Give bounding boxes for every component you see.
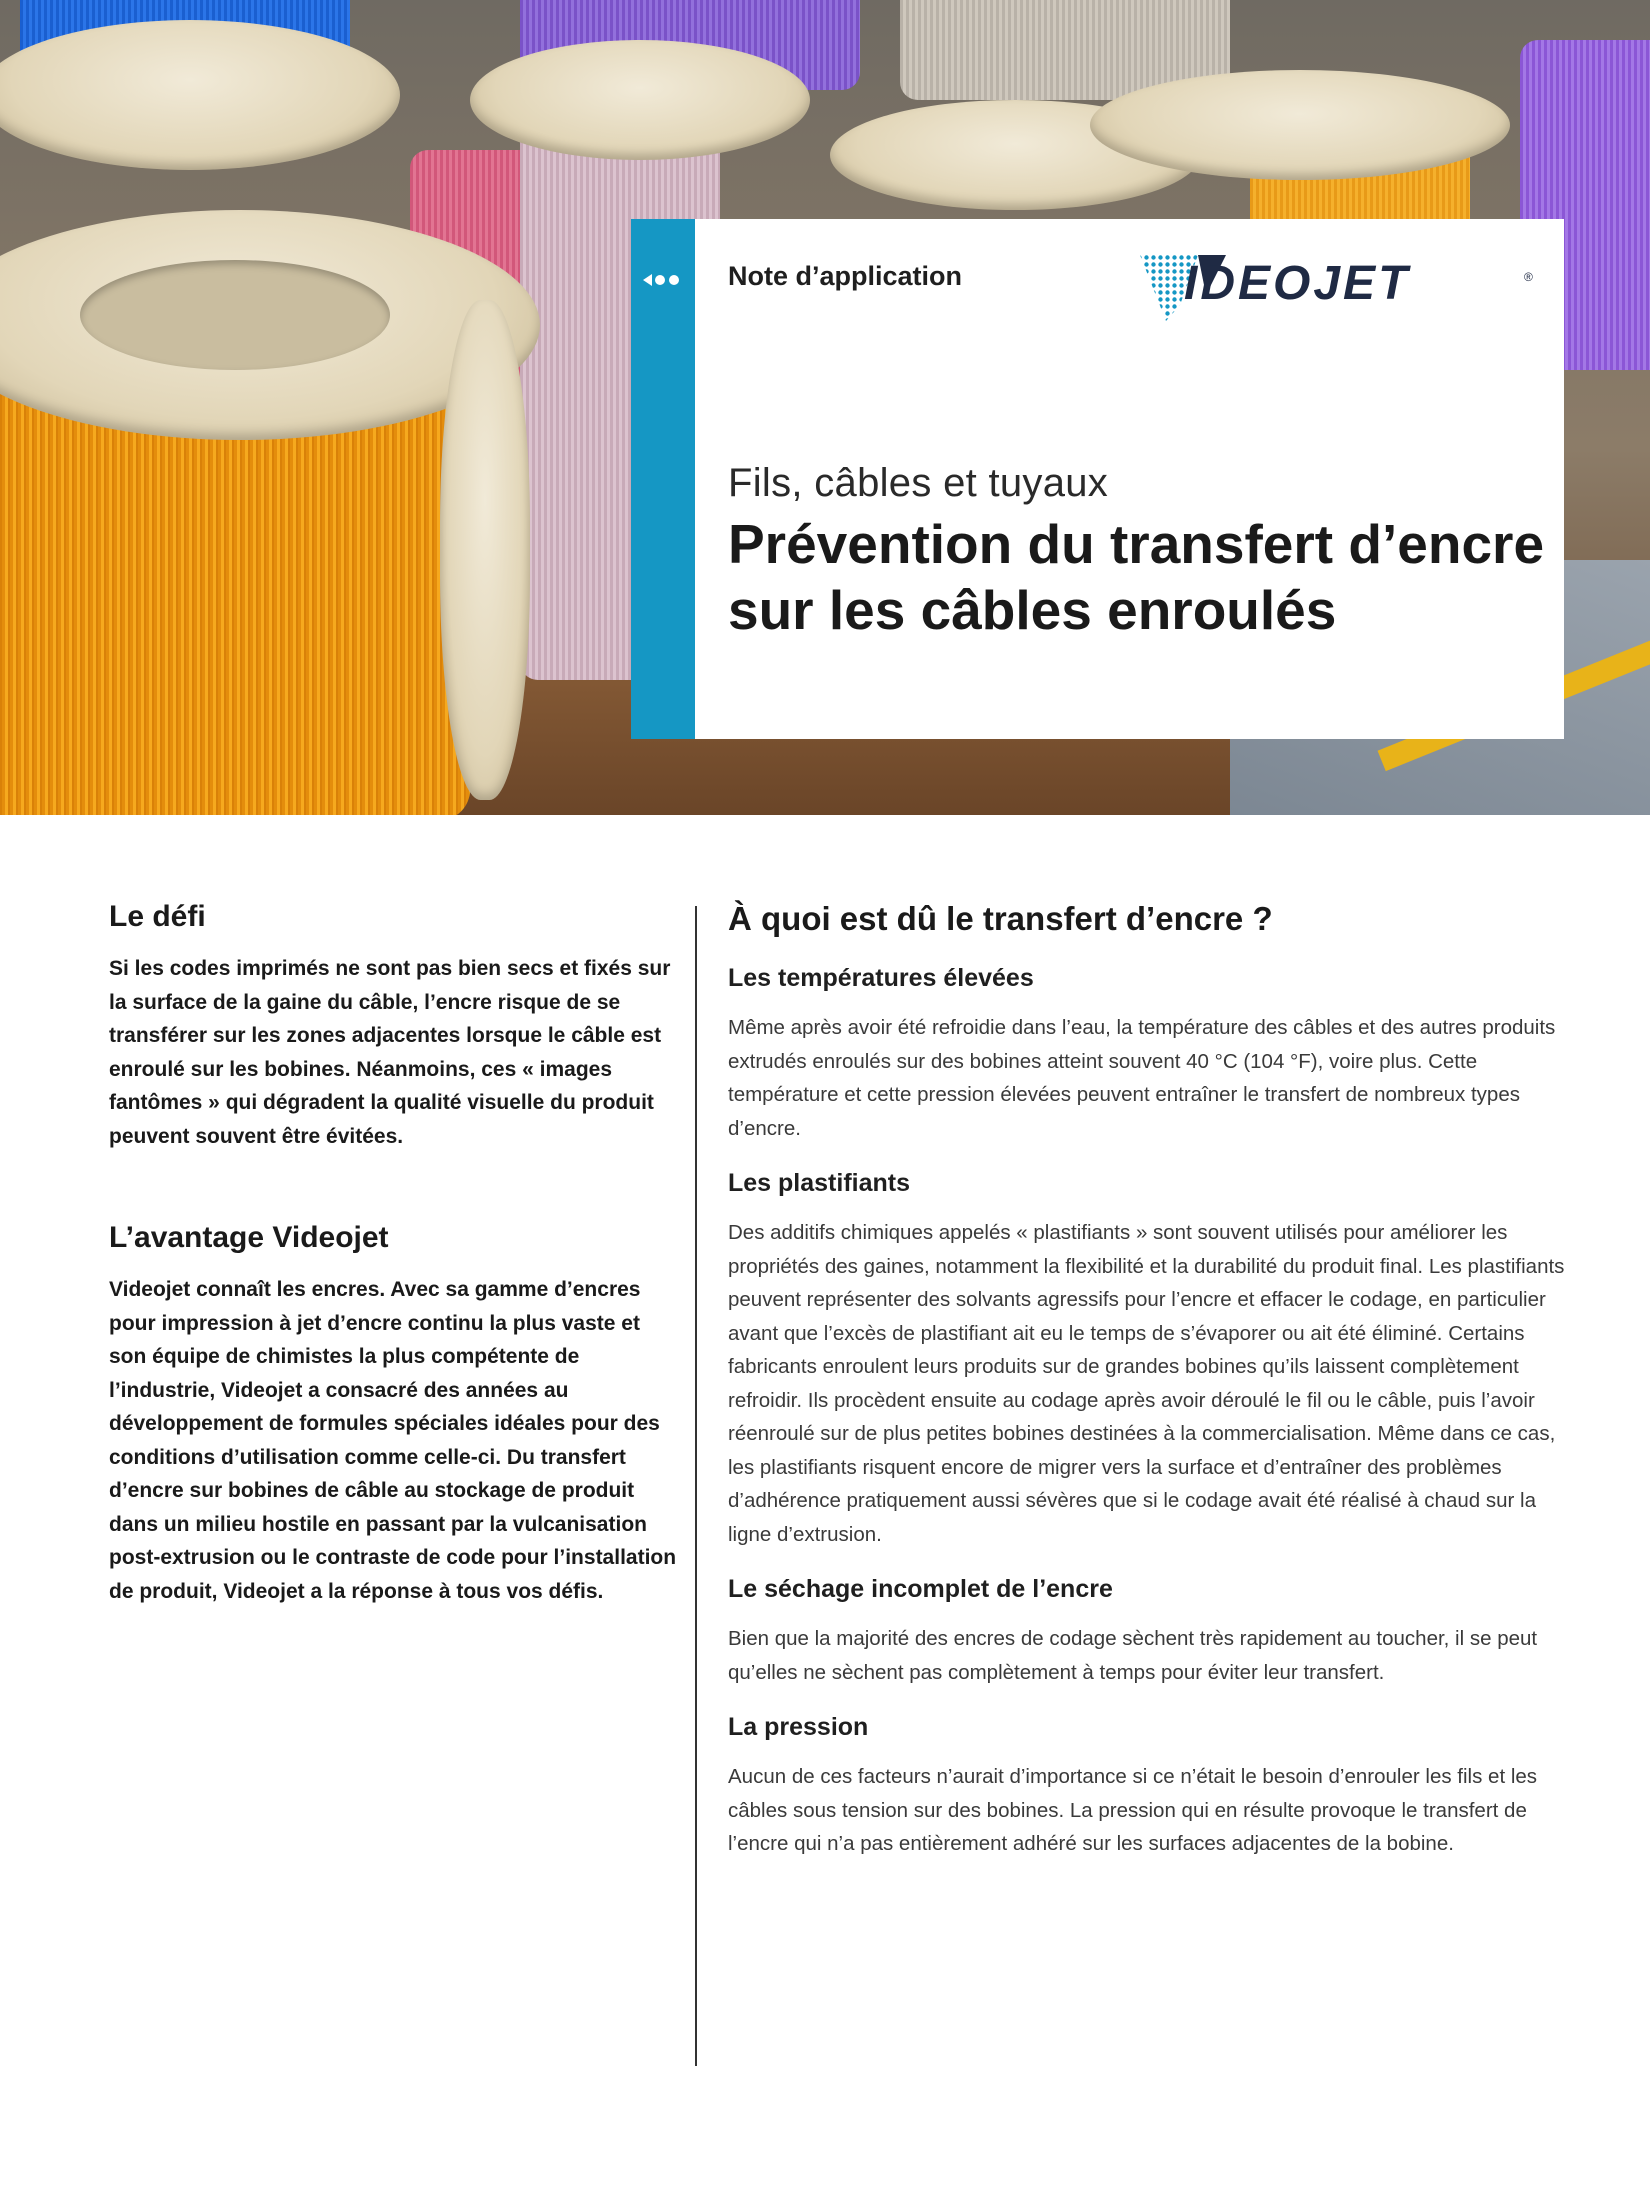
section-text-drying: Bien que la majorité des encres de codage sèchent très rapidement au toucher, il se peut qu’elles ne sèchent pas complètement à temps pour éviter leur transfert. [728,1627,1538,1684]
dots-arrow-icon [641,273,687,287]
section-heading-drying: Le séchage incomplet de l’encre [728,1575,1113,1603]
challenge-text: Si les codes imprimés ne sont pas bien secs et fixés sur la surface de la gaine du câble, l’encre risque de se transférer sur les zones adjacentes lorsque le câble est enroulé sur les bobines. Néanmoins, ces « images fantômes » qui dégradent la qualité visuelle du produit peuvent souvent être évitées. [109,957,671,1148]
section-text-pressure: Aucun de ces facteurs n’aurait d’importance si ce n’était le besoin d’enrouler les fils et les câbles sous tension sur des bobines. La pression qui en résulte provoque le transfert de l’encre qui n’a pas entièrement adhéré sur les surfaces adjacentes de la bobine. [728,1765,1538,1855]
document-title: Prévention du transfert d’encre sur les câbles enroulés [728,513,1545,641]
left-column [109,900,679,1608]
spool-flange [470,40,810,160]
svg-text:IDEOJET: IDEOJET [1184,257,1411,310]
section-text-plasticizers: Des additifs chimiques appelés « plastifiants » sont souvent utilisés pour améliorer les propriétés des gaines, notamment la flexibilité et la durabilité du produit final. Les plastifiants peuvent représenter des solvants agressifs pour l’encre et effacer le codage, en particulier avant que l’excès de plastifiant ait eu le temps de s’évaporer ou ait été éliminé. Certains fabricants enroulent leurs produits sur de grandes bobines qu’ils laissent complètement refroidir. Ils procèdent ensuite au codage après avoir déroulé le fil ou le câble, puis l’avoir réenroulé sur de plus petites bobines destinées à la commercialisation. Même dans ce cas, les plastifiants risquent encore de migrer vers la surface et d’entraîner des problèmes d’adhérence pratiquement aussi sévères que si le codage avait été réalisé à chaud sur la ligne d’extrusion. [728,1221,1565,1546]
spool-flange [0,20,400,170]
spool-flange-side [440,300,530,800]
column-divider [695,906,697,2066]
section-text-temperature: Même après avoir été refroidie dans l’eau, la température des câbles et des autres produits extrudés enroulés sur des bobines atteint souvent 40 °C (104 °F), voire plus. Cette température et cette pression élevées peuvent entraîner le transfert de nombreux types d’encre. [728,1016,1556,1140]
section-heading-pressure: La pression [728,1713,869,1741]
videojet-logo [1136,247,1556,327]
title-card [631,219,1564,739]
right-column [728,900,1578,1861]
accent-stripe [631,219,695,739]
advantage-heading: L’avantage Videojet [109,1221,389,1254]
document-subtitle: Fils, câbles et tuyaux [728,461,1109,505]
spool-flange [1090,70,1510,180]
advantage-text: Videojet connaît les encres. Avec sa gamme d’encres pour impression à jet d’encre continu la plus vaste et son équipe de chimistes la plus compétente de l’industrie, Videojet a consacré des années au développement de formules spéciales idéales pour des conditions d’utilisation comme celle-ci. Du transfert d’encre sur bobines de câble au stockage de produit dans un milieu hostile en passant par la vulcanisation post-extrusion ou le contraste de code pour l’installation de produit, Videojet a la réponse à tous vos défis. [109,1278,677,1603]
causes-heading: À quoi est dû le transfert d’encre ? [728,900,1273,937]
challenge-heading: Le défi [109,900,206,933]
svg-text:®: ® [1524,270,1533,284]
section-heading-plasticizers: Les plastifiants [728,1169,910,1197]
section-heading-temperature: Les températures élevées [728,964,1034,992]
document-type-label: Note d’application [728,261,963,291]
